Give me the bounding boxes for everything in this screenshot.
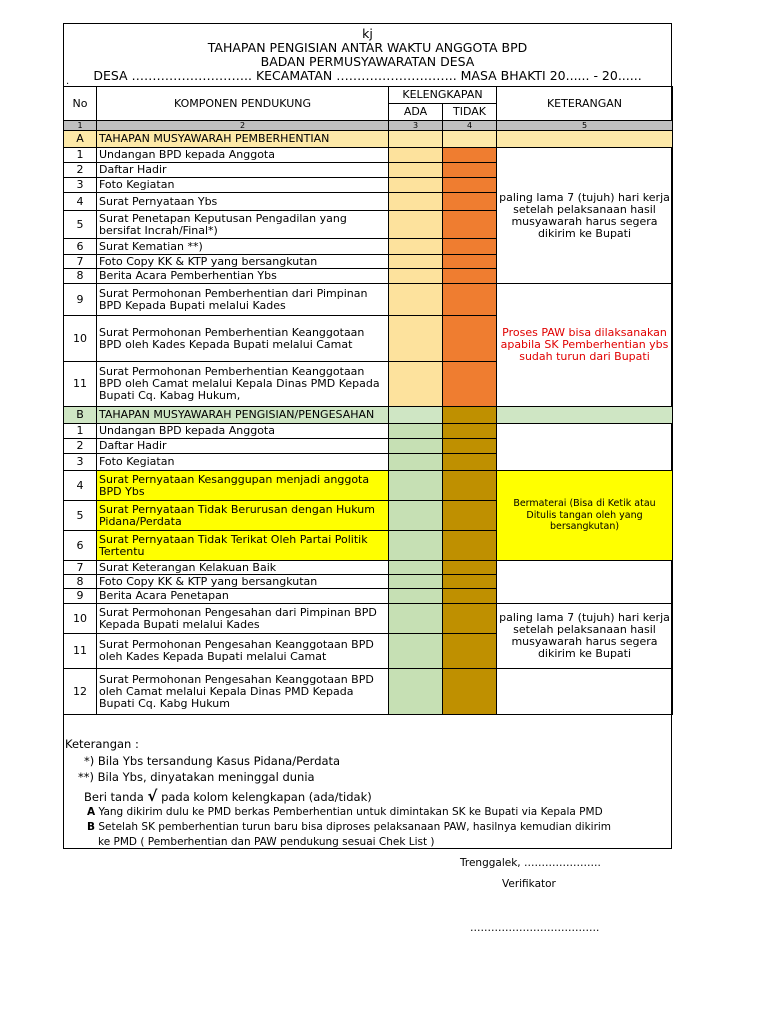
ada-cell[interactable] xyxy=(389,561,443,575)
note-check-text-b: pada kolom kelengkapan (ada/tidak) xyxy=(161,789,372,804)
col-ada-header: ADA xyxy=(389,104,443,121)
row-number: 1 xyxy=(64,148,97,163)
tidak-cell[interactable] xyxy=(443,561,497,575)
tidak-cell[interactable] xyxy=(443,148,497,163)
notes-block xyxy=(65,736,665,850)
ada-cell[interactable] xyxy=(389,148,443,163)
ada-cell[interactable] xyxy=(389,239,443,255)
tidak-cell[interactable] xyxy=(443,604,497,634)
section-a-code: A xyxy=(64,131,97,148)
ada-cell[interactable] xyxy=(389,634,443,669)
col-index: 1 xyxy=(64,121,97,131)
tidak-cell[interactable] xyxy=(443,255,497,269)
row-number: 6 xyxy=(64,531,97,561)
ada-cell[interactable] xyxy=(389,193,443,211)
tidak-cell[interactable] xyxy=(443,239,497,255)
row-text: Surat Penetapan Keputusan Pengadilan yang bersifat Incrah/Final*) xyxy=(97,211,389,239)
ada-cell[interactable] xyxy=(389,424,443,439)
tidak-cell[interactable] xyxy=(443,424,497,439)
ada-cell[interactable] xyxy=(389,178,443,193)
tidak-cell[interactable] xyxy=(443,284,497,316)
col-index: 4 xyxy=(443,121,497,131)
row-text: Foto Copy KK & KTP yang bersangkutan xyxy=(97,575,389,589)
row-text: Surat Pernyataan Tidak Berurusan dengan Hukum Pidana/Perdata xyxy=(97,501,389,531)
row-number: 10 xyxy=(64,316,97,362)
tidak-cell[interactable] xyxy=(443,471,497,501)
row-number: 3 xyxy=(64,178,97,193)
ada-cell[interactable] xyxy=(389,316,443,362)
row-text: Surat Pernyataan Tidak Terikat Oleh Partai Politik Tertentu xyxy=(97,531,389,561)
check-mark-icon: √ xyxy=(147,786,158,805)
note-b-text: Setelah SK pemberhentian turun baru bisa diproses pelaksanaan PAW, hasilnya kemudian dikirim xyxy=(98,821,612,833)
row-number: 7 xyxy=(64,255,97,269)
note-a-label: A xyxy=(87,806,96,818)
note-a-text: Yang dikirim dulu ke PMD berkas Pemberhentian untuk dimintakan SK ke Bupati via Kepala PMD xyxy=(98,806,603,818)
row-text: Surat Permohonan Pemberhentian Keanggotaan BPD oleh Camat melalui Kepala Dinas PMD Kepada Bupati Cq. Kabag Hukum, xyxy=(97,362,389,407)
row-number: 8 xyxy=(64,269,97,284)
row-text: Surat Kematian **) xyxy=(97,239,389,255)
top-code: kj xyxy=(362,26,373,41)
row-text: Surat Pernyataan Kesanggupan menjadi anggota BPD Ybs xyxy=(97,471,389,501)
section-b-code: B xyxy=(64,407,97,424)
row-number: 1 xyxy=(64,424,97,439)
page-subtitle: BADAN PERMUSYAWARATAN DESA xyxy=(260,54,475,69)
row-text: Undangan BPD kepada Anggota xyxy=(97,148,389,163)
row-number: 5 xyxy=(64,211,97,239)
col-kelengkapan-header: KELENGKAPAN xyxy=(389,87,497,104)
note-check-instruction xyxy=(65,788,665,806)
section-b-fill xyxy=(497,407,673,424)
signature-line: ………………………………. xyxy=(470,922,600,934)
empty-note-cell xyxy=(497,561,673,604)
row-number: 8 xyxy=(64,575,97,589)
row-number: 9 xyxy=(64,284,97,316)
row-text: Surat Permohonan Pemberhentian Keanggotaan BPD oleh Kades Kepada Bupati melalui Camat xyxy=(97,316,389,362)
section-a-fill xyxy=(497,131,673,148)
row-text: Surat Keterangan Kelakuan Baik xyxy=(97,561,389,575)
tidak-cell[interactable] xyxy=(443,193,497,211)
tidak-cell[interactable] xyxy=(443,531,497,561)
section-b-note-materai: Bermaterai (Bisa di Ketik atau Ditulis tangan oleh yang bersangkutan) xyxy=(497,471,673,561)
stray-dot: . xyxy=(66,76,70,87)
empty-note-cell xyxy=(497,669,673,715)
ada-cell[interactable] xyxy=(389,269,443,284)
verifikator-label: Verifikator xyxy=(502,878,556,890)
tidak-cell[interactable] xyxy=(443,589,497,604)
notes-heading: Keterangan : xyxy=(65,737,139,751)
ada-cell[interactable] xyxy=(389,439,443,454)
ada-cell[interactable] xyxy=(389,284,443,316)
desa-line: DESA ……………………….. KECAMATAN ……………………….. MASA BHAKTI 20...... - 20...... xyxy=(93,68,642,83)
ada-cell[interactable] xyxy=(389,604,443,634)
row-text: Surat Permohonan Pemberhentian dari Pimpinan BPD Kepada Bupati melalui Kades xyxy=(97,284,389,316)
ada-cell[interactable] xyxy=(389,589,443,604)
col-no-header: No xyxy=(64,87,97,121)
col-keterangan-header: KETERANGAN xyxy=(497,87,673,121)
ada-cell[interactable] xyxy=(389,255,443,269)
col-index: 3 xyxy=(389,121,443,131)
row-number: 7 xyxy=(64,561,97,575)
ada-cell[interactable] xyxy=(389,471,443,501)
section-b-note-deadline: paling lama 7 (tujuh) hari kerja setelah pelaksanaan hasil musyawarah harus segera dikirim ke Bupati xyxy=(497,604,673,669)
note-pidana: *) Bila Ybs tersandung Kasus Pidana/Perdata xyxy=(84,753,341,768)
row-number: 10 xyxy=(64,604,97,634)
ada-cell[interactable] xyxy=(389,362,443,407)
tidak-cell[interactable] xyxy=(443,316,497,362)
row-number: 11 xyxy=(64,362,97,407)
ada-cell[interactable] xyxy=(389,531,443,561)
place-date: Trenggalek, …………………. xyxy=(460,857,601,869)
row-text: Surat Permohonan Pengesahan Keanggotaan BPD oleh Kades Kepada Bupati melalui Camat xyxy=(97,634,389,669)
section-a-note-paw: Proses PAW bisa dilaksanakan apabila SK Pemberhentian ybs sudah turun dari Bupati xyxy=(497,284,673,407)
section-a-title: TAHAPAN MUSYAWARAH PEMBERHENTIAN xyxy=(97,131,389,148)
col-tidak-header: TIDAK xyxy=(443,104,497,121)
row-number: 5 xyxy=(64,501,97,531)
row-text: Foto Kegiatan xyxy=(97,178,389,193)
row-text: Foto Kegiatan xyxy=(97,454,389,471)
row-text: Surat Permohonan Pengesahan Keanggotaan BPD oleh Camat melalui Kepala Dinas PMD Kepada Bupati Cq. Kabg Hukum xyxy=(97,669,389,715)
tidak-cell[interactable] xyxy=(443,454,497,471)
note-b-label: B xyxy=(87,821,96,833)
row-number: 9 xyxy=(64,589,97,604)
section-a-note-deadline: paling lama 7 (tujuh) hari kerja setelah pelaksanaan hasil musyawarah harus segera dikirim ke Bupati xyxy=(497,148,673,284)
tidak-cell[interactable] xyxy=(443,634,497,669)
note-b xyxy=(65,820,665,835)
section-a-fill xyxy=(443,131,497,148)
note-b-continued: ke PMD ( Pemberhentian dan PAW pendukung sesuai Chek List ) xyxy=(98,836,435,848)
row-text: Foto Copy KK & KTP yang bersangkutan xyxy=(97,255,389,269)
ada-cell[interactable] xyxy=(389,575,443,589)
note-check-text-a: Beri tanda xyxy=(84,789,144,804)
row-text: Surat Permohonan Pengesahan dari Pimpinan BPD Kepada Bupati melalui Kades xyxy=(97,604,389,634)
ada-cell[interactable] xyxy=(389,211,443,239)
col-index: 2 xyxy=(97,121,389,131)
tidak-cell[interactable] xyxy=(443,211,497,239)
note-meninggal: **) Bila Ybs, dinyatakan meninggal dunia xyxy=(78,770,315,784)
ada-cell[interactable] xyxy=(389,454,443,471)
row-number: 11 xyxy=(64,634,97,669)
tidak-cell[interactable] xyxy=(443,439,497,454)
section-b-title: TAHAPAN MUSYAWARAH PENGISIAN/PENGESAHAN xyxy=(97,407,389,424)
ada-cell[interactable] xyxy=(389,163,443,178)
tidak-cell[interactable] xyxy=(443,269,497,284)
row-number: 6 xyxy=(64,239,97,255)
col-komponen-header: KOMPONEN PENDUKUNG xyxy=(97,87,389,121)
row-number: 3 xyxy=(64,454,97,471)
tidak-cell[interactable] xyxy=(443,669,497,715)
row-text: Berita Acara Pemberhentian Ybs xyxy=(97,269,389,284)
tidak-cell[interactable] xyxy=(443,501,497,531)
ada-cell[interactable] xyxy=(389,501,443,531)
col-index: 5 xyxy=(497,121,673,131)
tidak-cell[interactable] xyxy=(443,163,497,178)
tidak-cell[interactable] xyxy=(443,362,497,407)
row-number: 12 xyxy=(64,669,97,715)
note-a xyxy=(65,805,665,820)
section-b-fill xyxy=(389,407,443,424)
section-b-fill xyxy=(443,407,497,424)
row-text: Daftar Hadir xyxy=(97,439,389,454)
ada-cell[interactable] xyxy=(389,669,443,715)
row-text: Daftar Hadir xyxy=(97,163,389,178)
section-a-fill xyxy=(389,131,443,148)
page-title: TAHAPAN PENGISIAN ANTAR WAKTU ANGGOTA BPD xyxy=(207,40,528,55)
row-number: 4 xyxy=(64,193,97,211)
tidak-cell[interactable] xyxy=(443,575,497,589)
empty-note-cell xyxy=(497,424,673,471)
tidak-cell[interactable] xyxy=(443,178,497,193)
row-text: Berita Acara Penetapan xyxy=(97,589,389,604)
row-text: Undangan BPD kepada Anggota xyxy=(97,424,389,439)
row-number: 2 xyxy=(64,439,97,454)
row-text: Surat Pernyataan Ybs xyxy=(97,193,389,211)
row-number: 4 xyxy=(64,471,97,501)
checklist-table xyxy=(63,86,673,715)
row-number: 2 xyxy=(64,163,97,178)
